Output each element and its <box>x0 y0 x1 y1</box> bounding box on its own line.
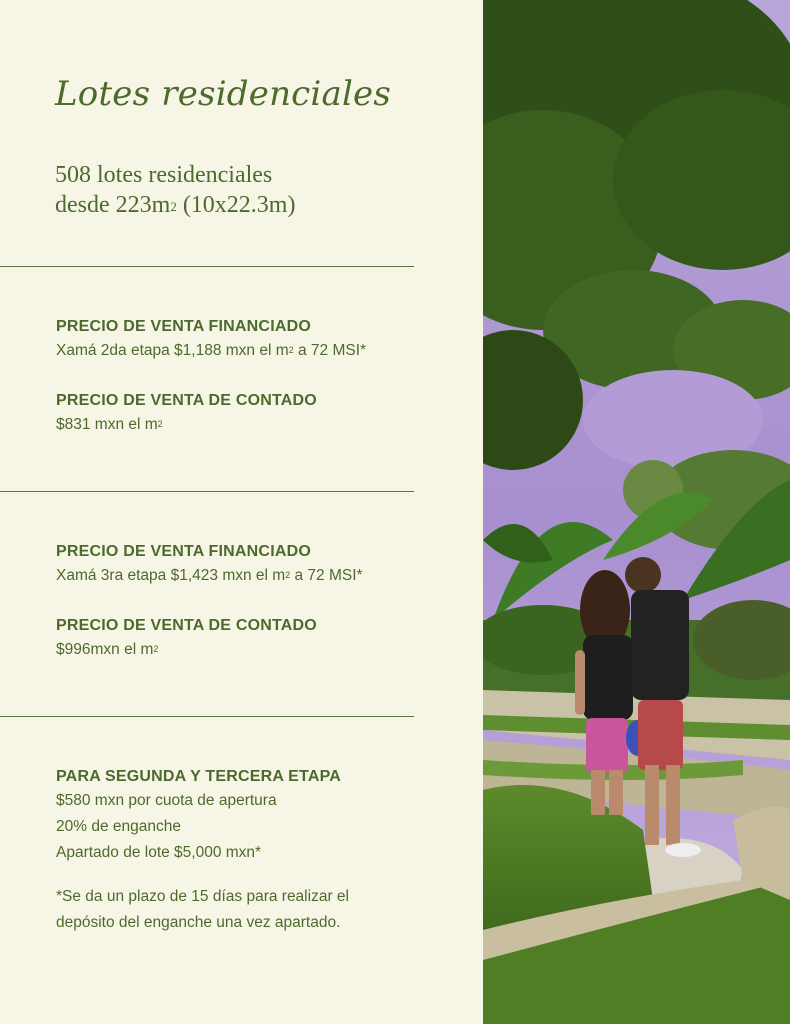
footnote-line-1: *Se da un plazo de 15 días para realizar el <box>56 888 349 905</box>
terms-line: Apartado de lote $5,000 mxn* <box>56 844 262 861</box>
financed-price-text: Xamá 3ra etapa $1,423 mxn el $m^2$ a 72 MSI* <box>56 567 363 584</box>
subtitle <box>55 160 295 220</box>
financed-price-heading: PRECIO DE VENTA FINANCIADO <box>56 318 311 335</box>
cash-price-heading: PRECIO DE VENTA DE CONTADO <box>56 392 317 409</box>
garden-scene-image <box>483 0 790 1024</box>
cash-price-text: $831 mxn el $m^2$ <box>56 416 163 433</box>
divider <box>0 266 414 267</box>
subtitle-line-2: desde $223m^2$ (10x22.3m) <box>55 192 296 218</box>
page-title: Lotes residenciales <box>55 74 391 114</box>
footnote-line-2: depósito del enganche una vez apartado. <box>56 914 341 931</box>
divider <box>0 716 414 717</box>
financed-price-text: Xamá 2da etapa $1,188 mxn el $m^2$ a 72 MSI* <box>56 342 367 359</box>
terms-section <box>56 766 349 936</box>
financed-price-heading: PRECIO DE VENTA FINANCIADO <box>56 543 311 560</box>
cash-price-text: $996mxn el $m^2$ <box>56 641 159 658</box>
cash-price-heading: PRECIO DE VENTA DE CONTADO <box>56 617 317 634</box>
subtitle-line-1: 508 lotes residenciales <box>55 162 273 188</box>
terms-heading: PARA SEGUNDA Y TERCERA ETAPA <box>56 768 342 785</box>
terms-line: 20% de enganche <box>56 818 181 835</box>
garden-photo <box>483 0 790 1024</box>
divider <box>0 491 414 492</box>
terms-line: $580 mxn por cuota de apertura <box>56 792 277 809</box>
price-section-2da-etapa <box>56 316 366 438</box>
price-section-3ra-etapa <box>56 541 363 663</box>
